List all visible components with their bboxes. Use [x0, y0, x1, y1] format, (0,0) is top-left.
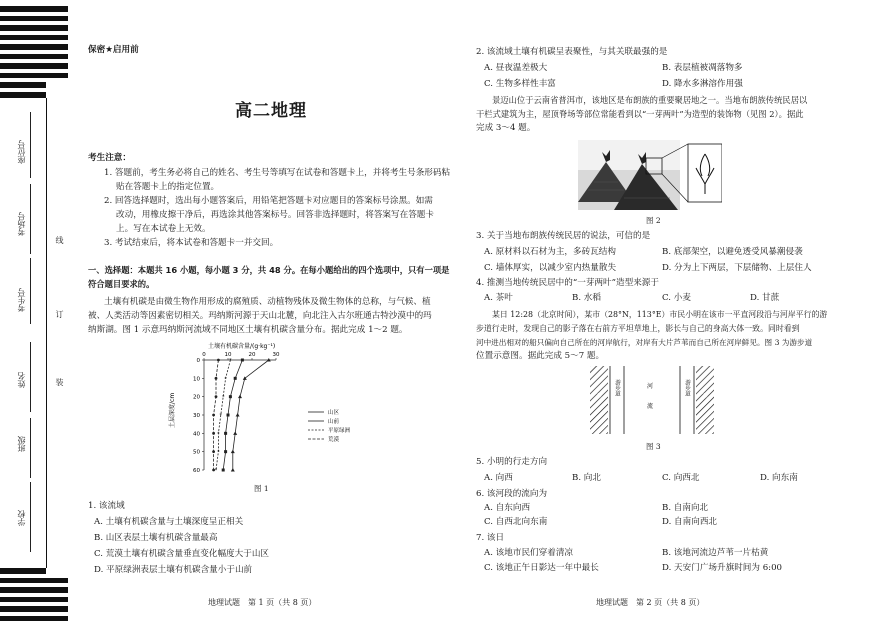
footer-right: 地理试题 第 2 页（共 8 页）: [596, 598, 705, 607]
q2-option: C. 生物多样性丰富: [484, 79, 556, 89]
figure1-caption: 图 1: [254, 484, 269, 493]
q6-option: A. 自东向西: [484, 503, 531, 513]
data-point: *: [224, 376, 227, 383]
q4-option: B. 水稻: [572, 293, 601, 303]
binding-mark-bind: 装: [55, 378, 64, 386]
q5-stem: 5. 小明的行走方向: [476, 457, 548, 467]
legend-label: 山区: [328, 410, 340, 416]
y-tick-label: 0: [196, 358, 200, 364]
q2-option: A. 昼夜温差极大: [484, 63, 548, 73]
legend-label: 平原绿洲: [328, 428, 351, 434]
passage-line: 景迈山位于云南省普洱市，该地区是布朗族的重要聚居地之一。当地布朗族传统民居以: [492, 95, 808, 105]
section-heading-cont: 符合题目要求的。: [88, 279, 155, 289]
notice-line: 1. 答题前，考生务必将自己的姓名、考生号等填写在试卷和答题卡上，并将考生号条形码粘: [104, 168, 451, 178]
data-point: [222, 469, 225, 472]
class-label: 班级: [17, 436, 26, 452]
figure3-label-river: 河: [646, 383, 654, 390]
data-point: [217, 359, 220, 362]
figure3-label-grass-right: 草: [702, 394, 708, 400]
q1-option: A. 土壤有机碳含量与土壤深度呈正相关: [94, 517, 244, 527]
data-point: *: [221, 394, 225, 401]
legend-label: 荒漠: [328, 437, 340, 443]
notice-heading: 考生注意：: [88, 153, 131, 163]
x-tick-label: 10: [224, 352, 232, 358]
data-point: [215, 395, 218, 398]
name-label: 姓名: [17, 372, 26, 388]
q1-option: B. 山区表层土壤有机碳含量最高: [94, 533, 218, 543]
q4-option: D. 甘蔗: [750, 293, 780, 303]
passage-line: 河中进出相对的船只偏向自己所在的河岸航行，对岸有大片芦苇而自己所在河岸鲜见。图 3 为游步道: [476, 338, 813, 347]
data-point: [236, 413, 240, 417]
binding-mark-staple: 订: [55, 310, 64, 318]
notice-line: 3. 考试结束后，将本试卷和答题卡一并交回。: [104, 238, 279, 248]
data-point: [229, 395, 232, 398]
q2-option: D. 降水多淋溶作用强: [662, 79, 743, 89]
data-point: [215, 377, 218, 380]
binding-spine: [46, 98, 47, 568]
figure3-label-path-right: 游步道: [684, 379, 690, 397]
passage-line: 土壤有机碳是由微生物作用形成的腐殖质、动植物残体及微生物体的总称，与气候、植: [104, 297, 431, 307]
data-point: [238, 395, 242, 399]
y-tick-label: 60: [193, 468, 200, 474]
q2-stem: 2. 该流域土壤有机碳呈表聚性，与其关联最强的是: [476, 47, 668, 57]
passage-line: 完成 3～4 题。: [476, 123, 536, 133]
data-point: *: [214, 468, 218, 474]
data-point: *: [217, 449, 220, 456]
candidate-number-label: 考生号: [17, 288, 26, 312]
q7-option: A. 该地市民们穿着清凉: [484, 548, 574, 558]
q1-option: D. 平原绿洲表层土壤有机碳含量小于山前: [94, 565, 253, 575]
binding-mark-line: 线: [55, 236, 64, 244]
class-line: [30, 418, 31, 478]
exam-room-label: 考场号: [17, 212, 26, 236]
q6-option: C. 自西北向东南: [484, 517, 548, 527]
figure1-chart: [168, 338, 388, 478]
data-point: [212, 432, 215, 435]
data-point: [224, 432, 227, 435]
seat-number-line: [30, 112, 31, 178]
q3-option: A. 原材料以石材为主，多砖瓦结构: [484, 247, 616, 257]
figure1-y-axis-title: 土层深度/cm: [169, 392, 176, 428]
q3-option: D. 分为上下两层，下层储物、上层住人: [662, 263, 812, 273]
data-point: [231, 468, 235, 472]
y-tick-label: 40: [193, 431, 200, 438]
data-point: *: [217, 431, 220, 438]
q3-option: B. 底部架空，以避免透受风暴潮侵袭: [662, 247, 803, 257]
q5-option: B. 向北: [572, 473, 601, 483]
notice-line: 上。写在本试卷上无效。: [116, 224, 211, 234]
passage-line: 位置示意图。据此完成 5～7 题。: [476, 351, 605, 361]
q7-option: D. 天安门广场升旗时间为 6:00: [662, 563, 783, 573]
q6-stem: 6. 该河段的流向为: [476, 489, 548, 499]
data-point: *: [219, 413, 223, 419]
x-tick-label: 0: [202, 352, 206, 358]
x-tick-label: 20: [248, 352, 256, 358]
data-point: [233, 431, 237, 435]
passage-line: 被、人类活动等因素密切相关。玛纳斯河源于天山北麓，向北注入古尔班通古特沙漠中的玛: [88, 311, 432, 321]
school-line: [30, 482, 31, 552]
legend-label: 山前: [328, 419, 340, 425]
q6-option: B. 自南向北: [662, 503, 709, 513]
q2-option: B. 表层植被凋落物多: [662, 63, 743, 73]
figure2-photo: [578, 140, 722, 210]
passage-line: 纳斯湖。图 1 示意玛纳斯河流域不同地区土壤有机碳含量分布。据此完成 1～2 题。: [88, 325, 408, 335]
q4-option: A. 茶叶: [484, 293, 513, 303]
data-point: *: [229, 358, 232, 364]
q4-option: C. 小麦: [662, 293, 691, 303]
candidate-number-line: [30, 258, 31, 324]
passage-line: 步道行走时，发现自己的影子落在右前方平坦草地上，影长与自己的身高大体一致。同时看到: [476, 324, 800, 333]
figure3-caption: 图 3: [646, 442, 661, 451]
q7-option: C. 该地正午日影达一年中最长: [484, 563, 599, 573]
q1-option: C. 荒漠土壤有机碳含量垂直变化幅度大于山区: [94, 549, 270, 559]
notice-line: 2. 回答选择题时，选出每小题答案后，用铅笔把答题卡对应题目的答案标号涂黑。如需: [104, 196, 433, 206]
figure3-label-grass-left: 草: [596, 394, 602, 400]
data-point: [234, 377, 237, 380]
q4-stem: 4. 推测当地传统民居中的“一芽两叶”造型来源于: [476, 278, 659, 288]
q6-option: D. 自南向西北: [662, 517, 718, 527]
page-title: 高二地理: [235, 101, 307, 121]
data-point: [241, 359, 244, 362]
exam-room-line: [30, 184, 31, 254]
data-point: [224, 450, 227, 453]
q3-stem: 3. 关于当地布朗族传统民居的说法，可信的是: [476, 231, 651, 241]
y-tick-label: 10: [193, 376, 200, 383]
figure3-diagram: [584, 364, 720, 436]
q5-option: D. 向东南: [760, 473, 798, 483]
passage-line: 干栏式建筑为主，屋顶脊场等部位常能看到以“一芽两叶”为造型的装饰物（见图 2）。据此: [476, 109, 804, 119]
notice-line: 贴在答题卡上的指定位置。: [116, 182, 220, 192]
figure2-caption: 图 2: [646, 216, 661, 225]
q1-stem: 1. 该流域: [88, 501, 125, 511]
y-tick-label: 50: [193, 449, 200, 456]
notice-line: 改动，用橡皮擦干净后，再选涂其他答案标号。回答非选择题时，将答案写在答题卡: [116, 210, 434, 220]
footer-left: 地理试题 第 1 页（共 8 页）: [208, 598, 317, 607]
q3-option: C. 墙体厚实，以减少室内热量散失: [484, 263, 617, 273]
name-line: [30, 342, 31, 412]
q7-option: B. 该地河流边芦苇一片枯黄: [662, 548, 769, 558]
passage-line: 某日 12:28（北京时间），某市（28°N，113°E）市民小明在该市一平直河段沿与河岸平行的游: [492, 310, 828, 319]
section-heading: 一、选择题：本题共 16 小题，每小题 3 分，共 48 分。在每小题给出的四个选项中，只有一项是: [88, 265, 450, 275]
data-point: [227, 414, 230, 417]
seat-number-label: 座位号: [17, 140, 26, 164]
data-point: [212, 450, 215, 453]
figure3-label-flow: 流: [646, 403, 654, 410]
data-point: [212, 469, 215, 472]
figure1-x-axis-title: 土壤有机碳含量/(g·kg⁻¹): [208, 343, 276, 350]
data-point: [212, 414, 215, 417]
figure3-label-path-left: 游步道: [614, 379, 620, 397]
school-label: 学校: [17, 510, 26, 526]
secret-label: 保密★启用前: [88, 45, 139, 55]
x-tick-label: 30: [272, 352, 280, 358]
data-point: [231, 450, 235, 454]
q5-option: C. 向西北: [662, 473, 700, 483]
q7-stem: 7. 该日: [476, 533, 505, 543]
y-tick-label: 20: [193, 394, 200, 401]
y-tick-label: 30: [193, 413, 200, 419]
q5-option: A. 向西: [484, 473, 513, 483]
